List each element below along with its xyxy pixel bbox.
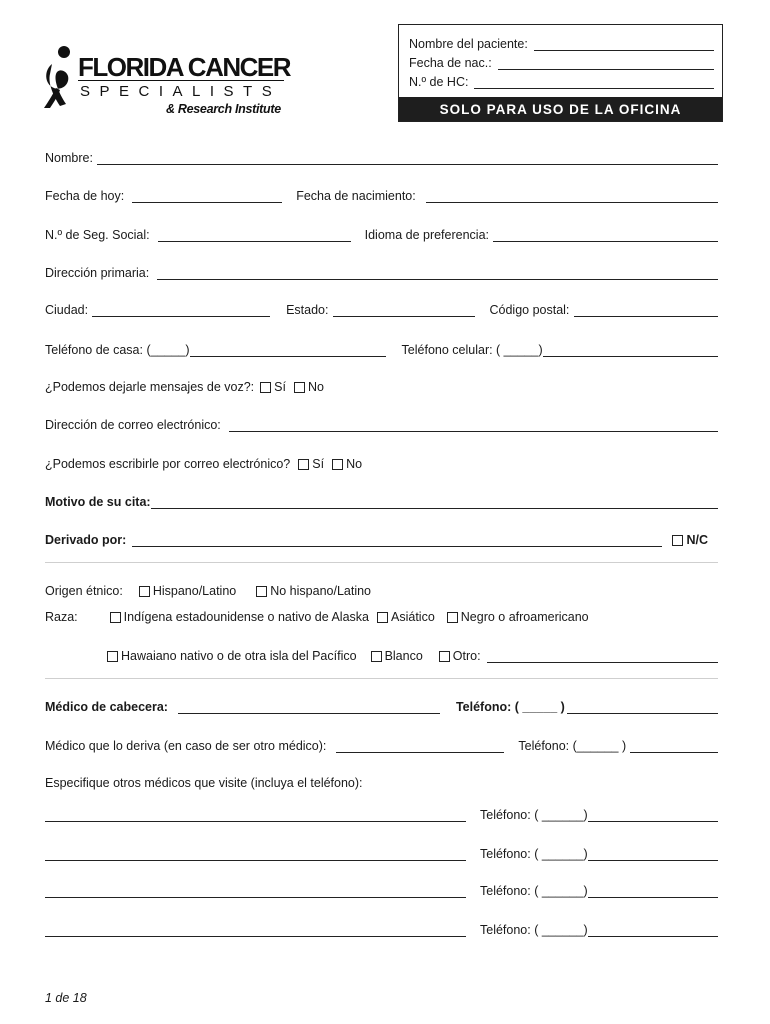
logo-florida-cancer-text: FLORIDA CANCER xyxy=(78,52,291,82)
race-row-2 xyxy=(45,645,718,663)
race-option-black[interactable] xyxy=(447,610,589,624)
email-field[interactable] xyxy=(45,414,718,432)
voicemail-yes-option[interactable] xyxy=(260,380,286,394)
ethnicity-row xyxy=(45,580,718,598)
other-doctor-2-phone-input[interactable] xyxy=(588,847,718,861)
race-option-asian[interactable] xyxy=(377,610,435,624)
cell-phone-input[interactable] xyxy=(543,343,718,357)
race-option-other[interactable] xyxy=(439,649,481,663)
other-doctor-1-phone-input[interactable] xyxy=(588,808,718,822)
office-patient-name-field[interactable] xyxy=(409,35,714,51)
race-native-american-label: Indígena estadounidense o nativo de Alaska xyxy=(123,610,369,624)
race-other-input[interactable] xyxy=(487,649,718,663)
ribbon-figure-icon xyxy=(42,44,78,110)
logo-specialists-text: SPECIALISTS xyxy=(80,83,282,100)
voicemail-yes-label: Sí xyxy=(274,380,286,394)
zip-input[interactable] xyxy=(574,303,718,317)
nc-label: N/C xyxy=(686,533,708,547)
ethnic-option-non-hispanic[interactable] xyxy=(256,584,371,598)
race-black-label: Negro o afroamericano xyxy=(460,610,589,624)
ethnic-option-hispanic[interactable] xyxy=(139,584,236,598)
referring-doctor-row xyxy=(45,735,718,753)
city-input[interactable] xyxy=(92,303,270,317)
other-doctors-label: Especifique otros médicos que visite (incluya el teléfono): xyxy=(45,776,363,790)
race-pacific-islander-checkbox[interactable] xyxy=(107,651,118,662)
race-asian-label: Asiático xyxy=(391,610,435,624)
pcp-input[interactable] xyxy=(178,700,440,714)
race-pacific-islander-label: Hawaiano nativo o de otra isla del Pacífico xyxy=(121,649,357,663)
florida-cancer-specialists-logo xyxy=(42,42,292,122)
race-white-checkbox[interactable] xyxy=(371,651,382,662)
email-yes-checkbox[interactable] xyxy=(298,459,309,470)
other-doctor-1-input[interactable] xyxy=(45,808,466,822)
nc-option[interactable] xyxy=(672,533,708,547)
home-phone-label: Teléfono de casa: (_____) xyxy=(45,343,190,357)
ethnic-non-hispanic-checkbox[interactable] xyxy=(256,586,267,597)
race-option-pacific-islander[interactable] xyxy=(107,649,357,663)
reason-label: Motivo de su cita: xyxy=(45,495,151,509)
email-yes-option[interactable] xyxy=(298,457,324,471)
other-doctor-3-phone-input[interactable] xyxy=(588,884,718,898)
birth-date-label: Fecha de nacimiento: xyxy=(296,189,416,203)
race-native-american-checkbox[interactable] xyxy=(110,612,121,623)
voicemail-question: ¿Podemos dejarle mensajes de voz?: xyxy=(45,380,255,394)
race-white-label: Blanco xyxy=(384,649,423,663)
voicemail-no-option[interactable] xyxy=(294,380,324,394)
logo-research-institute-text: & Research Institute xyxy=(166,102,281,116)
office-use-banner: SOLO PARA USO DE LA OFICINA xyxy=(399,97,722,121)
dates-row xyxy=(45,185,718,203)
ethnic-label: Origen étnico: xyxy=(45,584,123,598)
other-doctor-1-phone-label: Teléfono: ( ______) xyxy=(480,808,588,822)
race-label: Raza: xyxy=(45,610,78,624)
city-label: Ciudad: xyxy=(45,303,89,317)
email-question: ¿Podemos escribirle por correo electrónico? xyxy=(45,457,291,471)
other-doctors-heading-row xyxy=(45,772,718,790)
pcp-phone-label: Teléfono: ( _____ ) xyxy=(455,700,565,714)
section-divider xyxy=(45,678,718,679)
ethnic-non-hispanic-label: No hispano/Latino xyxy=(270,584,372,598)
ssn-language-row xyxy=(45,224,718,242)
address-label: Dirección primaria: xyxy=(45,266,150,280)
race-option-native-american[interactable] xyxy=(110,610,369,624)
office-hc-field[interactable] xyxy=(409,73,714,89)
logo-divider xyxy=(78,80,284,81)
referring-phone-label: Teléfono: (______ ) xyxy=(518,739,627,753)
office-use-box xyxy=(398,24,723,122)
office-dob-label: Fecha de nac.: xyxy=(409,56,492,70)
office-patient-name-label: Nombre del paciente: xyxy=(409,37,528,51)
state-input[interactable] xyxy=(333,303,475,317)
email-no-label: No xyxy=(346,457,363,471)
pcp-label: Médico de cabecera: xyxy=(45,700,168,714)
language-input[interactable] xyxy=(493,228,718,242)
race-black-checkbox[interactable] xyxy=(447,612,458,623)
birth-date-input[interactable] xyxy=(426,189,718,203)
phones-row xyxy=(45,339,718,357)
today-date-label: Fecha de hoy: xyxy=(45,189,125,203)
email-label: Dirección de correo electrónico: xyxy=(45,418,221,432)
other-doctor-2-phone-label: Teléfono: ( ______) xyxy=(480,847,588,861)
other-doctor-4-phone-input[interactable] xyxy=(588,923,718,937)
ssn-label: N.º de Seg. Social: xyxy=(45,228,150,242)
email-no-option[interactable] xyxy=(332,457,362,471)
home-phone-input[interactable] xyxy=(190,343,386,357)
race-other-checkbox[interactable] xyxy=(439,651,450,662)
race-asian-checkbox[interactable] xyxy=(377,612,388,623)
ethnic-hispanic-checkbox[interactable] xyxy=(139,586,150,597)
ethnic-hispanic-label: Hispano/Latino xyxy=(152,584,237,598)
referred-row xyxy=(45,529,718,547)
other-doctor-row-1 xyxy=(45,804,718,822)
office-dob-field[interactable] xyxy=(409,54,714,70)
other-doctor-row-3 xyxy=(45,880,718,898)
race-row-1 xyxy=(45,606,718,624)
referring-phone-input[interactable] xyxy=(630,739,718,753)
voicemail-no-label: No xyxy=(307,380,324,394)
voicemail-yes-checkbox[interactable] xyxy=(260,382,271,393)
pcp-phone-input[interactable] xyxy=(567,700,718,714)
referring-doctor-input[interactable] xyxy=(336,739,504,753)
state-label: Estado: xyxy=(286,303,329,317)
email-permission-row xyxy=(45,453,718,471)
email-yes-label: Sí xyxy=(312,457,325,471)
race-other-label: Otro: xyxy=(452,649,481,663)
address-field[interactable] xyxy=(45,262,718,280)
city-state-zip-row xyxy=(45,299,718,317)
other-doctor-4-input[interactable] xyxy=(45,923,466,937)
other-doctor-row-2 xyxy=(45,843,718,861)
race-option-white[interactable] xyxy=(371,649,423,663)
other-doctor-3-phone-label: Teléfono: ( ______) xyxy=(480,884,588,898)
office-hc-label: N.º de HC: xyxy=(409,75,469,89)
zip-label: Código postal: xyxy=(489,303,570,317)
other-doctor-3-input[interactable] xyxy=(45,884,466,898)
cell-phone-label: Teléfono celular: ( _____) xyxy=(401,343,543,357)
today-date-input[interactable] xyxy=(132,189,282,203)
page-number: 1 de 18 xyxy=(45,991,87,1005)
voicemail-row xyxy=(45,376,718,394)
other-doctor-2-input[interactable] xyxy=(45,847,466,861)
name-field[interactable] xyxy=(45,147,718,165)
referred-input[interactable] xyxy=(132,533,662,547)
language-label: Idioma de preferencia: xyxy=(364,228,490,242)
other-doctor-row-4 xyxy=(45,919,718,937)
nc-checkbox[interactable] xyxy=(672,535,683,546)
pcp-row xyxy=(45,696,718,714)
reason-field[interactable] xyxy=(45,491,718,509)
email-no-checkbox[interactable] xyxy=(332,459,343,470)
section-divider xyxy=(45,562,718,563)
voicemail-no-checkbox[interactable] xyxy=(294,382,305,393)
other-doctor-4-phone-label: Teléfono: ( ______) xyxy=(480,923,588,937)
referring-doctor-label: Médico que lo deriva (en caso de ser otro médico): xyxy=(45,739,327,753)
referred-label: Derivado por: xyxy=(45,533,127,547)
name-label: Nombre: xyxy=(45,151,93,165)
ssn-input[interactable] xyxy=(158,228,351,242)
